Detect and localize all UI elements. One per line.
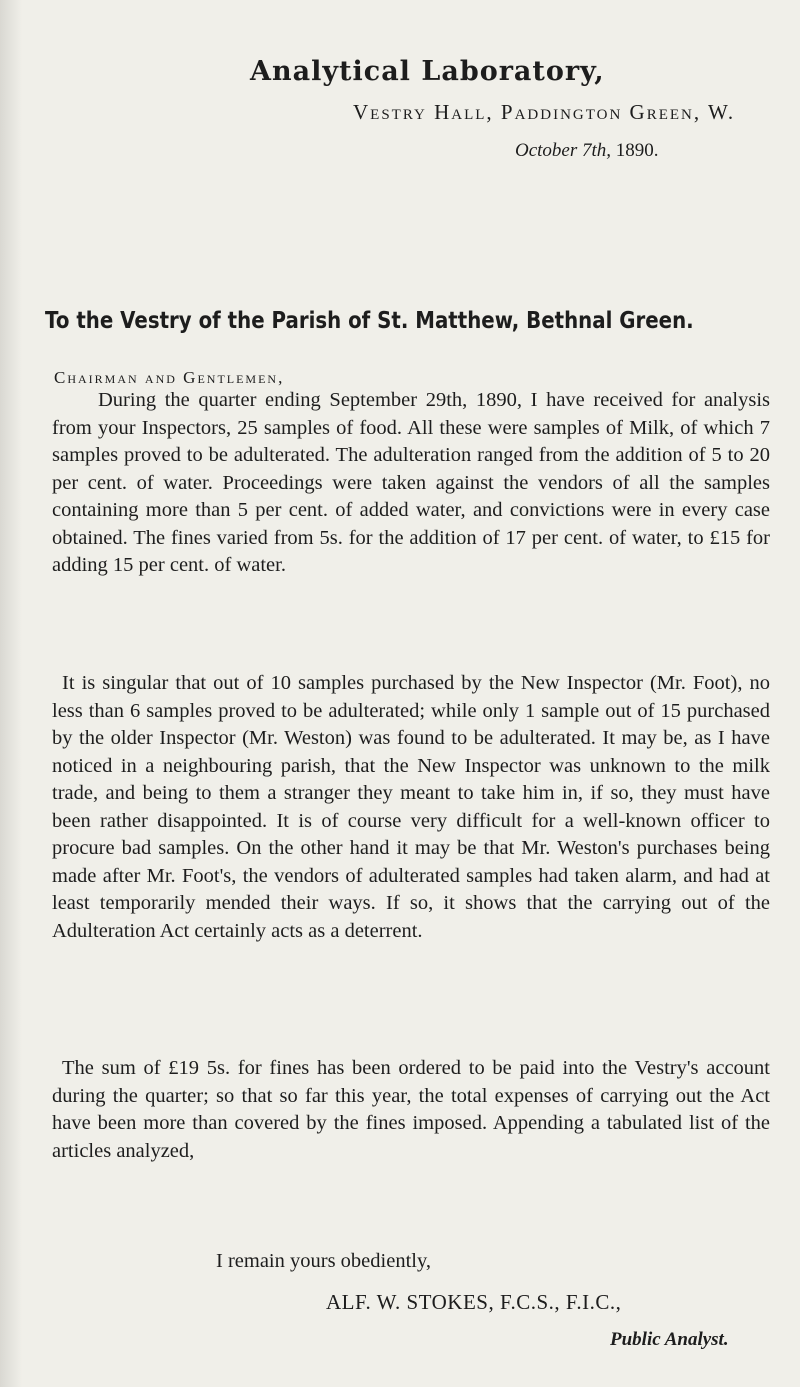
paragraph-1: During the quarter ending September 29th, 1890, I have received for analysis from your Inspectors, 25 samples of food. All these were samples of Milk, of which 7 samples proved to be adulterated. The adulteration ranged from the addition of 5 to 20 per cent. of water. Proceedings were taken against the vendors of all the samples containing more than 5 per cent. of added water, and convictions were in every case obtained. The fines varied from 5s. for the addition of 17 per cent. of water, to £15 for adding 15 per cent. of water. — [52, 389, 770, 576]
signatory-role: Public Analyst. — [610, 1329, 729, 1350]
signature: ALF. W. STOKES, F.C.S., F.I.C., — [326, 1290, 622, 1314]
letterhead-address: Vestry Hall, Paddington Green, W. — [353, 100, 736, 124]
paragraph-2: It is singular that out of 10 samples purchased by the New Inspector (Mr. Foot), no less than 6 samples proved to be adulterated; while only 1 sample out of 15 purchased by the older Inspector (Mr. Weston) was found to be adulterated. It may be, as I have noticed in a neighbouring parish, that the New Inspector was unknown to the milk trade, and being to them a stranger they meant to take him in, if so, they must have been rather disappointed. It is of course very difficult for a well-known officer to procure bad samples. On the other hand it may be that Mr. Weston's purchases being made after Mr. Foot's, the vendors of adulterated samples had taken alarm, and had at least temporarily mended their ways. If so, it shows that the carrying out of the Adulteration Act certainly acts as a deterrent. — [52, 672, 770, 942]
closing-line: I remain yours obediently, — [216, 1250, 431, 1272]
page-edge-shadow — [0, 0, 22, 1387]
letter-date-month: October 7th, — [515, 140, 612, 161]
letter-date — [515, 140, 659, 162]
addressee-heading: To the Vestry of the Parish of St. Matthew, Bethnal Green. — [45, 308, 694, 334]
paragraph-3: The sum of £19 5s. for fines has been ordered to be paid into the Vestry's account during the quarter; so that so far this year, the total expenses of carrying out the Act have been more than covered by the fines imposed. Appending a tabulated list of the articles analyzed, — [52, 1057, 770, 1162]
letter-date-year: 1890. — [615, 140, 659, 161]
salutation: Chairman and Gentlemen, — [54, 368, 285, 387]
letterhead-title: Analytical Laboratory, — [250, 56, 605, 87]
